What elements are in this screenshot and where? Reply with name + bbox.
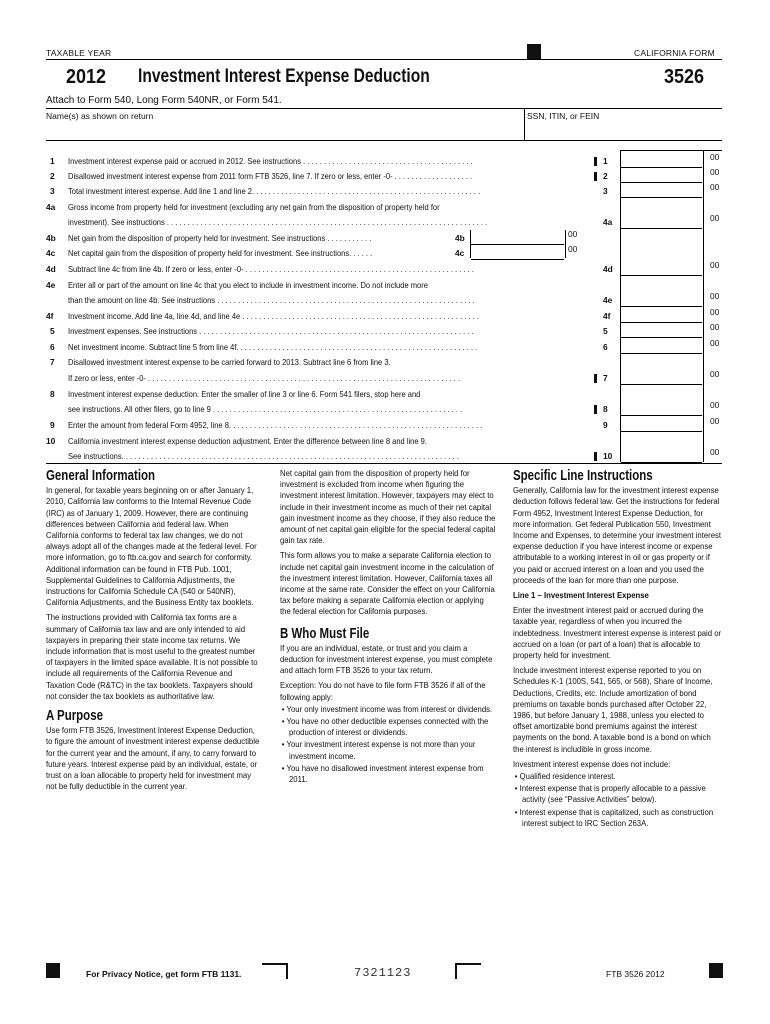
line-text: Investment income. Add line 4a, line 4d, and line 4e . . . . . . . . . . . . . . . . . . . . . . . . . . . . . . . . . . . . . . . . . . . . . . . . . . . . . . . . . — [68, 311, 479, 321]
line-text: If zero or less, enter -0- . . . . . . . . . . . . . . . . . . . . . . . . . . . . . . . . . . . . . . . . . . . . . . . . . . . . . . . . . . . . . . . . . . . . . . . . . . . — [68, 373, 461, 383]
line-reference: 4c — [455, 248, 465, 258]
line-reference: 10 — [603, 451, 613, 461]
registration-mark — [527, 44, 541, 59]
cents-field: 00 — [710, 338, 720, 348]
amount-input-line-6[interactable] — [621, 340, 702, 354]
line-reference: 4e — [603, 295, 613, 305]
amount-input-line-9[interactable] — [621, 418, 702, 432]
privacy-notice: For Privacy Notice, get form FTB 1131. — [86, 969, 242, 979]
cents-field: 00 — [710, 322, 720, 332]
line-reference: 5 — [603, 326, 608, 336]
general-info-p1: In general, for taxable years beginning on or after January 1, 2010, California law conforms to the Internal Revenue Code (IRC) as of January 1, 2009. However, there are continuing differences between California and federal law. When California conforms to federal tax law changes, we do not always adopt all of the changes made at the federal level. For more information, go to ftb.ca.gov and search for conformity. Additional information can be found in FTB Pub. 1001, Supplemental Guidelines to California Adjustments, the instructions for California Schedule CA (540 or 540NR), California Adjustments, and the Business Entity tax booklets. — [46, 485, 257, 608]
line-number: 4e — [46, 280, 56, 290]
line-number: 4f — [46, 311, 54, 321]
registration-mark-bottom-left — [46, 963, 60, 978]
who-must-file-heading: B Who Must File — [280, 624, 370, 642]
line-number: 6 — [50, 342, 55, 352]
specific-instructions-p1: Generally, California law for the investment interest expense deduction follows federal law. Get the instructions for federal Form 4952, Investment Interest Expense Deduction, for more information. Get federal Publication 550, Investment Income and Expenses, to determine your investment interest expense deduction if you have interest income or expense attributable to a working interest in oil or gas property or if you paid or accrued interest on a loan and you used the proceeds of the loan for more than one purpose. — [513, 485, 722, 585]
specific-instructions-heading: Specific Line Instructions — [513, 467, 653, 484]
line-number: 4c — [46, 248, 56, 258]
amount-input-line-2[interactable] — [621, 169, 702, 183]
general-info-p2: The instructions provided with California tax forms are a summary of California tax law and are only intended to aid taxpayers in preparing their state income tax returns. We include information that is most useful to the greatest number of taxpayers in the limited space available. It is not possible to include all requirements of the California Revenue and Taxation Code (R&TC) in the tax booklets. Taxpayers should not consider the tax booklets as authoritative law. — [46, 612, 258, 701]
line-number: 2 — [50, 171, 55, 181]
line-arrow-icon — [594, 452, 597, 461]
line-reference: 3 — [603, 186, 608, 196]
line-reference: 8 — [603, 404, 608, 414]
cents-field: 00 — [710, 213, 720, 223]
line-text: Gross income from property held for investment (excluding any net gain from the disposition of property held for — [68, 202, 440, 212]
purpose-text: Use form FTB 3526, Investment Interest Expense Deduction, to figure the amount of investment interest expense deductible for the current year and the amount, if any, to carry forward to future years. Interest expense paid by an individual, estate, or trust on a loan allocable to property held for investment may not be fully deductible in the current year. — [46, 725, 260, 792]
form-number: 3526 — [664, 66, 705, 88]
name-field-label: Name(s) as shown on return — [46, 111, 154, 121]
who-must-file-text: If you are an individual, estate, or trust and you claim a deduction for investment interest expense, you must complete and attach form FTB 3526 to your tax return. — [280, 642, 493, 676]
line1-p1: Enter the investment interest paid or accrued during the taxable year, regardless of when you incurred the indebtedness. Investment interest expense is interest paid or accrued on a loan (or part of a loan) that is allocable to property held for investment. — [513, 605, 722, 661]
capital-gain-p2: This form allows you to make a separate California election to include net capital gain investment income in the calculation of the investment interest limitation. However, California taxes all income at the same rate. Consider the effect on your California tax before making a separate California election or applying the federal election for California purposes. — [280, 550, 495, 617]
line-number: 8 — [50, 389, 55, 399]
header-rule-bottom — [46, 140, 722, 141]
form-code: 7321123 — [354, 966, 412, 980]
amount-input-line-8[interactable] — [621, 402, 702, 416]
amount-input-line-4a[interactable] — [621, 215, 702, 229]
exception-bullet: • You have no other deductible expenses connected with the production of interest or dividends. — [281, 716, 489, 738]
name-input[interactable] — [46, 122, 520, 138]
line-reference: 4b — [455, 233, 465, 243]
line-number: 3 — [50, 186, 55, 196]
line-text: Net investment income. Subtract line 5 from line 4f. . . . . . . . . . . . . . . . . . . . . . . . . . . . . . . . . . . . . . . . . . . . . . . . . . . . . . . . . . — [68, 342, 478, 352]
not-include-text: Investment interest expense does not include: — [513, 758, 671, 769]
ssn-field-label: SSN, ITIN, or FEIN — [527, 111, 600, 121]
cents-field: 00 — [710, 416, 720, 426]
capital-gain-p1: Net capital gain from the disposition of property held for investment is excluded from income when figuring the investment interest limitation. However, taxpayers may elect to include in their investment income as much of their net capital gain investment income as they choose, if they also reduce the amount of net capital gain eligible for the special federal capital gain tax rate. — [280, 468, 496, 546]
line-reference: 1 — [603, 156, 608, 166]
cents-field: 00 — [568, 229, 578, 239]
header-rule-top — [46, 59, 722, 60]
ssn-input[interactable] — [528, 122, 718, 138]
not-include-bullet: • Qualified residence interest. — [514, 771, 616, 782]
amount-input-line-5[interactable] — [621, 324, 702, 338]
taxable-year-label: TAXABLE YEAR — [46, 48, 112, 58]
line-number: 9 — [50, 420, 55, 430]
line-reference: 4f — [603, 311, 611, 321]
line-text: Subtract line 4c from line 4b. If zero or less, enter -0- . . . . . . . . . . . . . . . . . . . . . . . . . . . . . . . . . . . . . . . . . . . . . . . . . . . . . . . — [68, 264, 474, 274]
who-must-file-column — [280, 468, 496, 786]
cents-divider — [703, 150, 704, 462]
name-ssn-divider — [524, 108, 525, 140]
amount-input-line-1[interactable] — [621, 154, 702, 168]
registration-mark-bottom-right — [709, 963, 723, 978]
cents-field: 00 — [710, 307, 720, 317]
tax-year: 2012 — [66, 66, 107, 88]
line-number: 10 — [46, 436, 56, 446]
line-number: 7 — [50, 357, 55, 367]
general-info-heading: General Information — [46, 467, 156, 484]
amount-column-top — [620, 150, 722, 151]
corner-mark-left — [262, 963, 288, 979]
line-number: 5 — [50, 326, 55, 336]
general-info-column — [46, 464, 262, 796]
form-title: Investment Interest Expense Deduction — [138, 66, 430, 87]
line-arrow-icon — [594, 405, 597, 414]
line-arrow-icon — [594, 157, 597, 166]
line-reference: 6 — [603, 342, 608, 352]
california-form-label: CALIFORNIA FORM — [634, 48, 715, 58]
line-text: than the amount on line 4b. See instructions . . . . . . . . . . . . . . . . . . . . . . . . . . . . . . . . . . . . . . . . . . . . . . . . . . . . . . . . . . . . . . — [68, 295, 475, 305]
line-reference: 4d — [603, 264, 613, 274]
specific-instructions-column — [513, 464, 722, 830]
not-include-bullet: • Interest expense that is properly allocable to a passive activity (see “Passive Activities” below). — [514, 783, 706, 805]
amount-input-line-4c[interactable] — [471, 246, 564, 260]
cents-field: 00 — [710, 400, 720, 410]
inner-cents-divider — [565, 230, 566, 258]
line-arrow-icon — [594, 172, 597, 181]
line-text: Enter all or part of the amount on line 4c that you elect to include in investment income. Do not include more — [68, 280, 428, 290]
line-text: Investment expenses. See instructions . . . . . . . . . . . . . . . . . . . . . . . . . . . . . . . . . . . . . . . . . . . . . . . . . . . . . . . . . . . . . . . . . . — [68, 326, 474, 336]
line-text: see instructions. All other filers, go to line 9 . . . . . . . . . . . . . . . . . . . . . . . . . . . . . . . . . . . . . . . . . . . . . . . . . . . . . . . . . . . . — [68, 404, 463, 414]
amount-input-line-4e[interactable] — [621, 293, 702, 307]
line-reference: 2 — [603, 171, 608, 181]
line-number: 4b — [46, 233, 56, 243]
line1-p2: Include investment interest expense reported to you on Schedules K-1 (100S, 541, 565, or 568), Share of Income, Deductions, Credits, etc. Include amortization of bond premiums on taxable bonds purchased after October 22, 1986, but before January 1, 1988, unless you elected to offset amortizable bond premiums against the interest payments on the bond. A taxable bond is a bond on which the interest is includible in gross income. — [513, 665, 713, 754]
line-arrow-icon — [594, 374, 597, 383]
amount-input-line-10[interactable] — [621, 449, 702, 463]
amount-input-line-4b[interactable] — [471, 231, 564, 245]
line-text: Investment interest expense deduction. Enter the smaller of line 3 or line 6. Form 541 filers, stop here and — [68, 389, 421, 399]
exception-bullet: • Your investment interest expense is not more than your investment income. — [281, 739, 476, 761]
cents-field: 00 — [710, 182, 720, 192]
line-reference: 9 — [603, 420, 608, 430]
amount-input-line-3[interactable] — [621, 184, 702, 198]
cents-field: 00 — [710, 291, 720, 301]
line-text: Total investment interest expense. Add line 1 and line 2. . . . . . . . . . . . . . . . . . . . . . . . . . . . . . . . . . . . . . . . . . . . . . . . . . . . . . . — [68, 186, 481, 196]
line-number: 1 — [50, 156, 55, 166]
cents-field: 00 — [710, 152, 720, 162]
line-text: Investment interest expense paid or accrued in 2012. See instructions . . . . . . . . . . . . . . . . . . . . . . . . . . . . . . . . . . . . . . . . . — [68, 156, 473, 166]
amount-input-line-4d[interactable] — [621, 262, 702, 276]
line-number: 4d — [46, 264, 56, 274]
line-text: Net capital gain from the disposition of property held for investment. See instructions. . . . . . — [68, 248, 373, 258]
amount-input-line-4f[interactable] — [621, 309, 702, 323]
cents-field: 00 — [710, 447, 720, 457]
line-reference: 7 — [603, 373, 608, 383]
attach-instructions: Attach to Form 540, Long Form 540NR, or Form 541. — [46, 95, 282, 106]
purpose-heading: A Purpose — [46, 707, 103, 725]
cents-field: 00 — [710, 167, 720, 177]
form-footer-id: FTB 3526 2012 — [606, 969, 665, 979]
exception-bullet: • Your only investment income was from interest or dividends. — [281, 703, 493, 714]
corner-mark-right — [455, 963, 481, 979]
cents-field: 00 — [710, 260, 720, 270]
line-text: California investment interest expense deduction adjustment. Enter the difference between line 8 and line 9. — [68, 436, 427, 446]
amount-input-line-7[interactable] — [621, 371, 702, 385]
line-text: Disallowed investment interest expense from 2011 form FTB 3526, line 7. If zero or less, enter -0- . . . . . . . . . . . . . . . . . . . — [68, 171, 473, 181]
line-reference: 4a — [603, 217, 613, 227]
inner-amount-left — [470, 230, 471, 258]
exception-bullet: • You have no disallowed investment interest expense from 2011. — [281, 762, 484, 785]
line1-heading: Line 1 – Investment Interest Expense — [513, 590, 649, 601]
line-number: 4a — [46, 202, 56, 212]
line-text: Disallowed investment interest expense to be carried forward to 2013. Subtract line 6 from line 3. — [68, 357, 391, 367]
line-text: investment). See instructions . . . . . . . . . . . . . . . . . . . . . . . . . . . . . . . . . . . . . . . . . . . . . . . . . . . . . . . . . . . . . . . . . . . . . . . . . . . . . — [68, 217, 488, 227]
cents-field: 00 — [568, 244, 578, 254]
not-include-bullet: • Interest expense that is capitalized, such as construction interest subject to IRC Section 263A. — [514, 806, 714, 828]
line-text: See instructions. . . . . . . . . . . . . . . . . . . . . . . . . . . . . . . . . . . . . . . . . . . . . . . . . . . . . . . . . . . . . . . . . . . . . . . . . . . . . . . . . — [68, 451, 459, 461]
line-text: Enter the amount from federal Form 4952, line 8. . . . . . . . . . . . . . . . . . . . . . . . . . . . . . . . . . . . . . . . . . . . . . . . . . . . . . . . . . . . . — [68, 420, 483, 430]
exception-text: Exception: You do not have to file form FTB 3526 if all of the following apply: — [280, 680, 486, 702]
cents-field: 00 — [710, 369, 720, 379]
line-text: Net gain from the disposition of property held for investment. See instructions . . . . . . . . . . . — [68, 233, 372, 243]
header-rule-mid — [46, 108, 722, 109]
